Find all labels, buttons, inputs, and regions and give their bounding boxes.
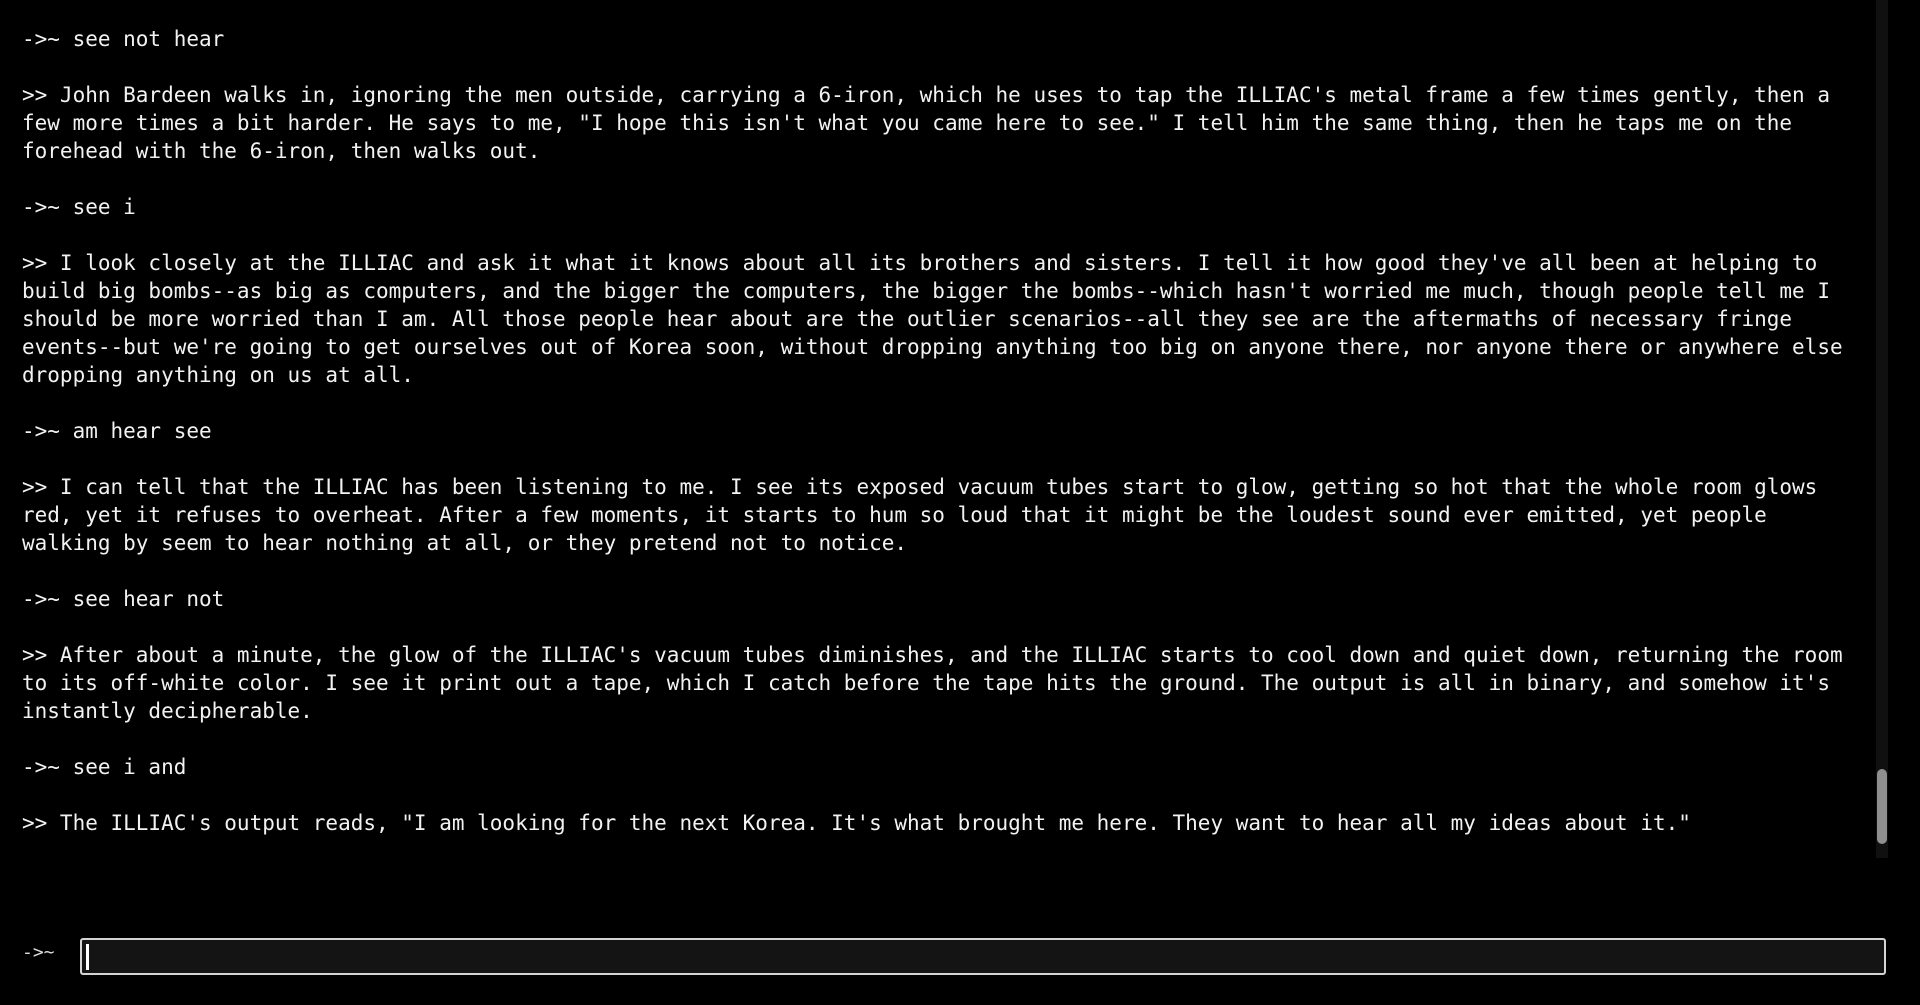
response-paragraph: >> I can tell that the ILLIAC has been listening to me. I see its exposed vacuum tubes start to glow, getting so hot that the whole room glows red, yet it refuses to overheat. After a few moments, it starts to hum so loud that it might be the loudest sound ever emitted, yet people walking by seem to hear nothing at all, or they pretend not to notice. — [22, 475, 1818, 555]
scrollbar-track[interactable] — [1876, 0, 1888, 858]
command-line: ->~ see i and — [22, 755, 187, 779]
scrollbar-thumb[interactable] — [1877, 769, 1887, 844]
command-line: ->~ see hear not — [22, 587, 225, 611]
command-line: ->~ see not hear — [22, 27, 225, 51]
command-input[interactable] — [80, 938, 1886, 975]
text-caret-icon — [86, 944, 89, 970]
response-paragraph: >> John Bardeen walks in, ignoring the men outside, carrying a 6-iron, which he uses to tap the ILLIAC's metal frame a few times gently, then a few more times a bit harder. He says to me, "I hope this isn't what you came here to see." I tell him the same thing, then he taps me on the forehead with the 6-iron, then walks out. — [22, 83, 1830, 163]
input-prompt-label: ->~ — [22, 942, 55, 963]
response-paragraph: >> I look closely at the ILLIAC and ask it what it knows about all its brothers and sisters. I tell it how good they've all been at helping to build big bombs--as big as computers, and the bigger the computers, the bigger the bombs--which hasn't worried me much, though people tell me I should be more worried than I am. All those people hear about are the outlier scenarios--all they see are the aftermaths of necessary fringe events--but we're going to get ourselves out of Korea soon, without dropping anything too big on anyone there, nor anyone there or anywhere else dropping anything on us at all. — [22, 251, 1843, 387]
command-line: ->~ am hear see — [22, 419, 212, 443]
response-paragraph: >> The ILLIAC's output reads, "I am looking for the next Korea. It's what brought me here. They want to hear all my ideas about it." — [22, 811, 1691, 835]
response-paragraph: >> After about a minute, the glow of the ILLIAC's vacuum tubes diminishes, and the ILLIAC starts to cool down and quiet down, returning the room to its off-white color. I see it print out a tape, which I catch before the tape hits the ground. The output is all in binary, and somehow it's instantly decipherable. — [22, 643, 1843, 723]
command-line: ->~ see i — [22, 195, 136, 219]
command-input-row — [0, 936, 1920, 980]
